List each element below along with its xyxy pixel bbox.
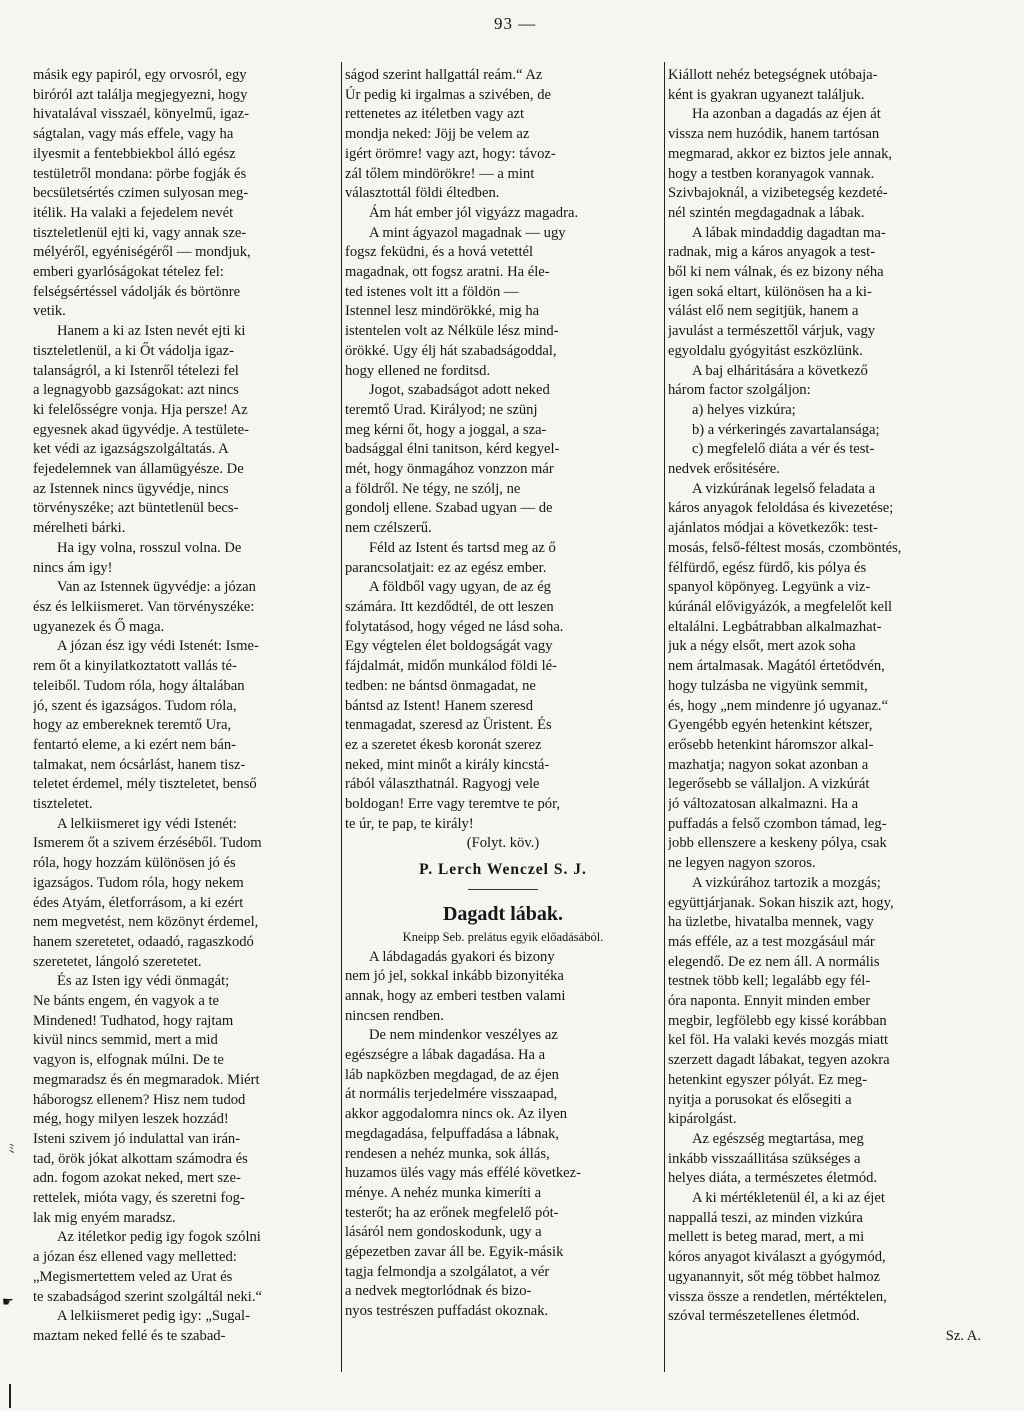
column-3 — [668, 66, 981, 1347]
column-2 — [345, 66, 661, 1322]
text-line: maztam neked fellé és te szabad- — [33, 1328, 226, 1344]
text-line: át normális terjedelmére visszaapad, — [345, 1086, 558, 1103]
text-line: erősebb hetenkint háromszor alkal- — [668, 736, 874, 753]
text-line: A ki mértékletenül él, a ki az éjet — [692, 1190, 885, 1207]
margin-mark: ﾐ — [8, 1141, 15, 1156]
text-line: elegendő. De ez nem áll. A normális — [668, 953, 880, 970]
text-line: akkor aggodalomra nincs ok. Az ilyen — [345, 1106, 568, 1123]
text-line: spanyol köpönyeg. Legyünk a viz- — [668, 579, 871, 596]
text-line: mét, hogy önmagához vonzzon már — [345, 461, 554, 478]
text-line: tiszteletet. — [33, 796, 93, 813]
text-line: tiszteletlenül, a ki Őt vádolja igaz- — [33, 342, 234, 359]
text-line: fentartó eleme, a ki ezért nem bán- — [33, 736, 236, 753]
text-line: Gyengébb egyén hetenkint kétszer, — [668, 717, 873, 734]
column-rule-left — [341, 62, 342, 1372]
text-line: egészségre a lábak dagadása. Ha a — [345, 1047, 546, 1064]
text-line: tad, örök jókat alkottam számodra és — [33, 1150, 248, 1167]
text-line: jobb ellenszere a keskeny pólya, csak — [668, 835, 887, 852]
text-line: meg kérni őt, hogy a joggal, a sza- — [345, 421, 547, 438]
text-line: vissza nem huzódik, hanem tartósan — [668, 126, 880, 143]
text-line: mellett is beteg marad, mert, a mi — [668, 1229, 865, 1246]
text-line: boldogan! Erre vagy teremtve te pór, — [345, 796, 560, 813]
section-divider — [468, 889, 538, 890]
text-line: ki felelősségre vonja. Hja persze! Az — [33, 401, 248, 418]
text-line: fájdalmát, midőn munkálod földi lé- — [345, 658, 557, 675]
text-line: Ismerem őt a szivem érzéséből. Tudom — [33, 835, 262, 852]
text-line: A lábak mindaddig dagadtan ma- — [692, 224, 886, 241]
text-line: testnek több kell; legalább egy fél- — [668, 973, 871, 990]
text-line: örökké. Ugy élj hát szabadságoddal, — [345, 342, 557, 359]
text-line: háborogsz ellenem? Hisz nem tudod — [33, 1091, 246, 1108]
text-line: ted istenes volt itt a földön — — [345, 283, 519, 300]
column-rule-right — [664, 62, 665, 1372]
text-line: nedvek erősitésére. — [668, 461, 780, 478]
text-line: mondja neked: Jöjj be velem az — [345, 126, 530, 143]
text-line: Szivbajoknál, a vizibetegség kezdeté- — [668, 185, 888, 202]
text-line: tiszteletlenül ejti ki, vagy annak sze- — [33, 224, 247, 241]
text-line: huzamos ülés vagy más effélé következ- — [345, 1165, 581, 1182]
text-line: nem megvetést, nem közönyt érdemel, — [33, 914, 259, 931]
text-line: rem őt a kinyilatkoztatott vallás té- — [33, 658, 237, 675]
text-line: Úr pedig ki irgalmas a szivében, de — [345, 86, 552, 103]
text-line: nyos testrészen puffadást okoznak. — [345, 1303, 549, 1320]
text-line: ész és lelkiismeret. Van törvényszéke: — [33, 598, 255, 615]
text-line: róla, hogy hozzám különösen jó és — [33, 855, 236, 872]
text-line: A mint ágyazol magadnak — ugy — [369, 224, 566, 241]
text-line: badsággal élni tanitson, kérd kegyel- — [345, 441, 560, 458]
text-line: ságod szerint hallgattál reám.“ Az — [345, 67, 543, 83]
text-line: rettenetes az itéletben vagy azt — [345, 106, 525, 123]
text-line: Istennel lesz mindörökké, mig ha — [345, 303, 540, 320]
text-line: jó változatosan alkalmazni. Ha a — [668, 796, 859, 813]
text-line: láb napközben megdagad, de az éjen — [345, 1066, 559, 1083]
text-line: Hanem a ki az Isten nevét ejti ki — [57, 323, 246, 340]
text-line: talmakat, nem ócsárlást, hanem tisz- — [33, 756, 246, 773]
text-line: tenmagadat, szeresd az Üristent. És — [345, 717, 552, 734]
text-line: hogy ellened ne forditsd. — [345, 362, 491, 379]
text-line: mosás, felső-féltest mosás, czomböntés, — [668, 539, 902, 556]
text-line: A lelkiismeret pedig igy: „Sugal- — [57, 1308, 250, 1325]
text-line: inkább visszaállitása szükséges a — [668, 1150, 861, 1167]
text-line: ne legyen nagyon szoros. — [668, 855, 816, 872]
text-line: adn. fogom azokat neked, mert sze- — [33, 1170, 241, 1187]
text-line: istentelen volt az Nélküle lész mind- — [345, 323, 559, 340]
text-line: Ha azonban a dagadás az éjen át — [692, 106, 881, 123]
text-line: rendesen a nehéz munka, sok állás, — [345, 1145, 550, 1162]
text-line: A lelkiismeret igy védi Istenét: — [57, 815, 237, 832]
page-number: 93 — — [494, 14, 537, 33]
text-line: A vizkúrához tartozik a mozgás; — [692, 874, 881, 891]
text-line: megbir, legfölebb egy kissé korábban — [668, 1012, 887, 1029]
page-edge-mark — [9, 1384, 11, 1408]
article-author: P. Lerch Wenczel S. J. — [419, 861, 587, 879]
text-line: gépezetben zavar áll be. Egyik-másik — [345, 1244, 564, 1261]
column-1 — [33, 66, 335, 1347]
text-line: testületről mondana: pörbe fogják és — [33, 165, 247, 182]
text-line: kel föl. Ha valaki kevés mozgás miatt — [668, 1032, 889, 1049]
text-line: Ne bánts engem, én vagyok a te — [33, 993, 220, 1010]
text-line: más efféle, az a test mozgásául már — [668, 933, 875, 950]
text-line: ből ki nem válnak, és ez bizony néha — [668, 264, 884, 281]
text-line: A lábdagadás gyakori és bizony — [369, 948, 555, 965]
text-line: De nem mindenkor veszélyes az — [369, 1027, 558, 1044]
text-line: A földből vagy ugyan, de az ég — [369, 579, 551, 596]
text-line: édes Atyám, életforrásom, a ki ezért — [33, 894, 244, 911]
text-line: talanságról, a ki Istenről tételezi fel — [33, 362, 239, 379]
text-line: hetenkint egyszer pólyát. Ez meg- — [668, 1071, 867, 1088]
text-line: és, hogy „nem mindenre jó ugyanaz.“ — [668, 697, 889, 714]
text-line: neked, mint minőt a király kincstá- — [345, 756, 550, 773]
text-line: nincs ám igy! — [33, 559, 113, 576]
text-line: lásáról nem gondoskodunk, ugy a — [345, 1224, 542, 1241]
text-line: vagyon is, elfognak múlni. De te — [33, 1052, 224, 1069]
text-line: lak mig enyém maradsz. — [33, 1209, 176, 1226]
text-line: És az Isten igy védi önmagát; — [57, 973, 230, 990]
text-line: folytatásod, hogy véged ne lásd soha. — [345, 618, 564, 635]
text-line: másik egy papiról, egy orvosról, egy — [33, 67, 247, 83]
text-line: ket védi az igazságszolgáltatás. A — [33, 441, 229, 458]
text-line: egyesnek akad ügyvédje. A testülete- — [33, 421, 249, 438]
text-line: Az egészség megtartása, meg — [692, 1130, 864, 1147]
text-line: javulást a természettől várjuk, vagy — [668, 323, 876, 340]
text-line: nincsen rendben. — [345, 1007, 444, 1024]
text-line: a földről. Ne tégy, ne szólj, ne — [345, 480, 521, 497]
text-line: Ha igy volna, rosszul volna. De — [57, 539, 242, 556]
text-line: bántsd az Istent! Hanem szeresd — [345, 697, 534, 714]
text-line: ha üzletbe, hivatalba mennek, vagy — [668, 914, 874, 931]
text-line: nél szintén megdagadnak a lábak. — [668, 204, 865, 221]
text-line: hanem szeretetet, odaadó, ragaszkodó — [33, 933, 254, 950]
text-line: kivül nincs semmid, mert a mid — [33, 1032, 218, 1049]
text-line: a nedvek megtorlódnak és bizo- — [345, 1283, 532, 1300]
text-line: kúránál elővigyázók, a megfelelőt kell — [668, 598, 893, 615]
text-line: zál tőlem mindörökre! — a mint — [345, 165, 535, 182]
text-line: mérelheti bárki. — [33, 520, 126, 537]
text-line: tagja felmondja a szolgálatot, a vér — [345, 1263, 550, 1280]
text-line: te szabadságod szerint szolgáltál neki.“ — [33, 1288, 262, 1305]
text-line: Van az Istennek ügyvédje: a józan — [57, 579, 256, 596]
text-line: még, hogy milyen leszek hozzád! — [33, 1111, 229, 1128]
text-line: igen soká eltart, különösen ha a ki- — [668, 283, 872, 300]
text-line: káros anyagok feloldása és kivezetése; — [668, 500, 894, 517]
text-line: mélyéről, egyéniségéről — mondjuk, — [33, 244, 251, 261]
article-subtitle: Kneipp Seb. prelátus egyik előadásából. — [402, 929, 604, 944]
text-line: kipárolgást. — [668, 1111, 737, 1128]
text-line: fejedelemnek van államügyésze. De — [33, 461, 244, 478]
text-line: ugyanezek és Ő maga. — [33, 618, 165, 635]
text-line: Féld az Istent és tartsd meg az ő — [369, 539, 556, 556]
text-line: gondolj ellene. Szabad ugyan — de — [345, 500, 553, 517]
text-line: válást elő nem segitjük, hanem a — [668, 303, 859, 320]
text-line: teletet érdemel, mély tiszteletet, benső — [33, 776, 257, 793]
text-line: mazhatja; nagyon sokat azonban a — [668, 756, 869, 773]
text-line: „Megismertettem veled az Urat és — [33, 1268, 233, 1285]
text-line: b) a vérkeringés zavartalansága; — [692, 421, 880, 438]
text-line: magadnak, ott fogsz aratni. Ha éle- — [345, 264, 550, 281]
text-line: az Istennek nincs ügyvédje, nincs — [33, 480, 229, 497]
article-title: Dagadt lábak. — [442, 902, 564, 925]
margin-pointer-icon: ☛ — [2, 1294, 14, 1309]
text-line: A józan ész igy védi Istenét: Isme- — [57, 638, 259, 655]
text-line: eltalálni. Legbátrabban alkalmazhat- — [668, 618, 882, 635]
text-line: együttjárjanak. Sokan hiszik azt, hogy, — [668, 894, 894, 911]
text-line: félfürdő, egész fürdő, kis pólya és — [668, 559, 867, 576]
text-line: Kiállott nehéz betegségnek utóbaja- — [668, 67, 878, 83]
text-line: ajánlatos módjai a következők: test- — [668, 520, 878, 537]
text-line: emberi gyarlóságokat tételez fel: — [33, 264, 224, 281]
text-line: ként is gyakran ugyanezt találjuk. — [668, 86, 865, 103]
text-line: ilyesmit a fentebbiekbol álló egész — [33, 145, 236, 162]
text-line: itélik. Ha valaki a fejedelem nevét — [33, 204, 234, 221]
text-line: ugyanannyit, sőt még többet halmoz — [668, 1268, 880, 1285]
text-line: hogy az embereknek teremtő Ura, — [33, 717, 232, 734]
text-line: hogy tulzásba ne vigyünk semmit, — [668, 677, 868, 694]
text-line: igazságos. Tudom róla, hogy nekem — [33, 874, 244, 891]
text-line: egyoldalu gyógyitást eszközlünk. — [668, 342, 863, 359]
text-line: törvényszéke; azt büntetlenül becs- — [33, 500, 239, 517]
text-line: Egy végtelen élet boldogságát vagy — [345, 638, 553, 655]
text-line: biróról azt találja megjegyezni, hogy — [33, 86, 248, 103]
text-line: igért örömre! vagy azt, hogy: távoz- — [345, 145, 556, 162]
text-line: fogsz feküdni, és a hová vetettél — [345, 244, 534, 261]
text-line: teleiből. Tudom róla, hogy általában — [33, 677, 245, 694]
text-line: három factor szolgáljon: — [668, 382, 811, 399]
text-line: Isteni szivem jó indulattal van irán- — [33, 1130, 241, 1147]
text-line: Sz. A. — [945, 1328, 981, 1344]
text-line: Ám hát ember jól vigyázz magadra. — [369, 204, 579, 221]
text-line: c) megfelelő diáta a vér és test- — [692, 441, 875, 458]
text-line: helyes diáta, a természetes életmód. — [668, 1170, 878, 1187]
text-line: testerőt; ha az erőnek megfelelő pót- — [345, 1204, 559, 1221]
text-line: legerősebb se vállaljon. A vizkúrát — [668, 776, 870, 793]
text-line: megmarad, akkor ez biztos jele annak, — [668, 145, 893, 162]
text-line: a) helyes vizkúra; — [692, 401, 796, 418]
text-line: vissza össze a rendetlen, mértéktelen, — [668, 1288, 887, 1305]
text-line: hogy a testben koranyagok vannak. — [668, 165, 875, 182]
text-line: nyitja a porusokat és elősegiti a — [668, 1091, 852, 1108]
text-line: becsületsértés czimen sulyosan meg- — [33, 185, 249, 202]
text-line: tedben: ne bántsd önmagadat, ne — [345, 677, 536, 694]
text-line: ságtalan, vagy más effele, vagy ha — [33, 126, 234, 143]
text-line: a legnagyobb gazságokat: azt nincs — [33, 382, 239, 399]
text-line: vetik. — [33, 303, 66, 320]
text-line: választottál földi éltedben. — [345, 185, 500, 202]
text-line: juk a négy elsőt, mert azok soha — [668, 638, 856, 655]
text-line: A vizkúrának legelső feladata a — [692, 480, 876, 497]
text-line: számára. Itt kezdődtél, de ott leszen — [345, 598, 554, 615]
text-line: óra naponta. Ennyit minden ember — [668, 993, 871, 1010]
text-line: annak, hogy az emberi testben valami — [345, 987, 566, 1004]
text-line: rából választhatnál. Ragyogj vele — [345, 776, 540, 793]
text-line: nem jó jel, sokkal inkább bizonyitéka — [345, 968, 564, 985]
text-line: rettelek, mióta vagy, és szeretni fog- — [33, 1190, 245, 1207]
text-line: nappallá teszi, az minden vizkúra — [668, 1209, 863, 1226]
text-line: radnak, mig a káros anyagok a test- — [668, 244, 876, 261]
text-line: szerzett dagadt lábakat, tegyen azokra — [668, 1052, 890, 1069]
text-line: megmaradsz és én megmaradok. Miért — [33, 1071, 260, 1088]
text-line: parancsolatjait: ez az egész ember. — [345, 559, 547, 576]
text-line: szóval természetellenes életmód. — [668, 1308, 860, 1325]
text-line: jó, szent és igazságos. Tudom róla, — [33, 697, 237, 714]
text-line: ménye. A nehéz munka kimeríti a — [345, 1184, 542, 1201]
text-line: felségsértéssel vádolják és börtönre — [33, 283, 241, 300]
text-line: Mindened! Tudhatod, hogy rajtam — [33, 1012, 234, 1029]
text-line: szeretetet, lángoló szeretetet. — [33, 953, 202, 970]
text-line: Az itéletkor pedig igy fogok szólni — [57, 1229, 261, 1246]
text-line: Jogot, szabadságot adott neked — [369, 382, 550, 399]
text-line: a józan ész ellened vagy melletted: — [33, 1249, 237, 1266]
text-line: puffadás a felső czombon támad, leg- — [668, 815, 887, 832]
text-line: te úr, te pap, te király! — [345, 815, 474, 832]
text-line: teremtő Urad. Királyod; ne szünj — [345, 401, 538, 418]
text-line: nem ártalmasak. Magától értetődvén, — [668, 658, 885, 675]
text-line: ez a szeretet ékesb koronát szerez — [345, 736, 542, 753]
text-line: (Folyt. köv.) — [466, 835, 540, 852]
text-line: kóros anyagot kiválaszt a gyógymód, — [668, 1249, 886, 1266]
text-line: megdagadása, felpuffadása a lábnak, — [345, 1125, 560, 1142]
text-line: A baj elháritására a következő — [692, 362, 868, 379]
text-line: hivatalával visszaél, könyelmű, igaz- — [33, 106, 249, 123]
text-line: nem czélszerű. — [345, 520, 432, 537]
